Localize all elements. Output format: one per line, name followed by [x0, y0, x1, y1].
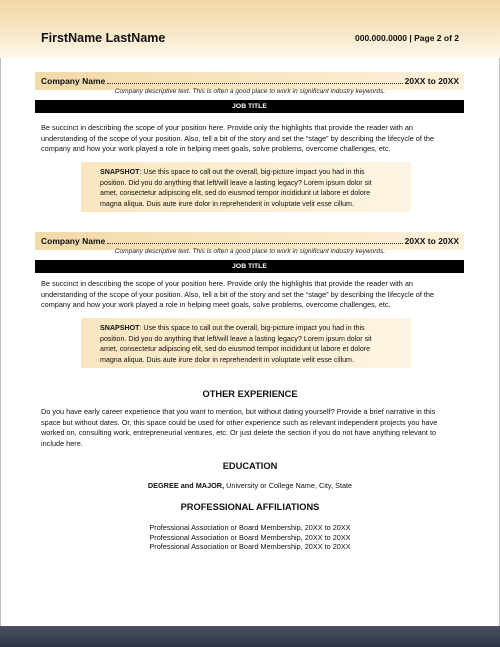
dotted-leader	[107, 83, 402, 84]
school: University or College Name, City, State	[224, 481, 353, 490]
other-experience-line: include here.	[41, 438, 83, 448]
job-1-company-description: Company descriptive text. This is often a good place to work in significant industry keywords.	[114, 88, 386, 95]
job-2-snapshot	[81, 318, 411, 368]
summary-line: Be succinct in describing the scope of your position here. Provide only the highlights that provide the reader with an	[41, 279, 413, 288]
job-2-dates: 20XX to 20XX	[404, 236, 459, 246]
snapshot-line: amet, consectetur adipiscing elit, sed do eiusmod tempor incididunt ut labore et dolore	[100, 189, 371, 197]
job-1-summary	[41, 123, 459, 155]
summary-line: company and how your work played a role in helping meet goals, solve problems, overcome challenges, etc.	[41, 144, 391, 153]
other-experience-line: Do you have early career experience that you want to mention, but without dating yourself? Provide a brief narrative in this	[41, 407, 436, 416]
snapshot-line: position. Did you do anything that left/will leave a lasting legacy? Lorem ipsum dolor sit	[100, 178, 372, 187]
summary-line: Be succinct in describing the scope of your position here. Provide only the highlights that provide the reader with an	[41, 123, 413, 132]
degree: DEGREE and MAJOR,	[147, 481, 225, 490]
job-2-company-line	[41, 234, 459, 246]
affiliations-heading: PROFESSIONAL AFFILIATIONS	[180, 502, 320, 512]
summary-line: understanding of the scope of your position. Also, tell a bit of the story and set the “stage” by describing the lifecycle of the	[41, 133, 435, 143]
job-1-company: Company Name	[41, 76, 106, 86]
snapshot-label: SNAPSHOT	[100, 168, 140, 176]
snapshot-label: SNAPSHOT	[100, 324, 140, 332]
education-heading: EDUCATION	[222, 461, 278, 471]
job-2-title: JOB TITLE	[35, 260, 464, 273]
job-2-company-description: Company descriptive text. This is often a good place to work in significant industry keywords.	[114, 248, 386, 255]
page-header	[0, 0, 500, 58]
page-footer-bar	[0, 626, 500, 647]
other-experience-text	[41, 407, 459, 449]
snapshot-line: magna aliqua. Duis aute irure dolor in reprehenderit in voluptate velit esse cillum.	[100, 199, 354, 208]
job-2-summary	[41, 279, 459, 311]
snapshot-line: magna aliqua. Duis aute irure dolor in reprehenderit in voluptate velit esse cillum.	[100, 355, 354, 364]
candidate-name: FirstName LastName	[41, 31, 166, 45]
job-1-company-line	[41, 74, 459, 86]
job-1-dates: 20XX to 20XX	[404, 76, 459, 86]
other-experience-line: worked on, consulting work, entrepreneurial ventures, etc. Or just delete the section if you do not have anything relevant to	[41, 428, 437, 437]
snapshot-line: : Use this space to call out the overall, big-picture impact you had in this	[139, 324, 365, 332]
job-1-snapshot	[81, 162, 411, 212]
summary-line: company and how your work played a role in helping meet goals, solve problems, overcome challenges, etc.	[41, 300, 391, 309]
job-1-title: JOB TITLE	[35, 100, 464, 113]
affiliations-list	[0, 523, 500, 552]
snapshot-line: amet, consectetur adipiscing elit, sed do eiusmod tempor incididunt ut labore et dolore	[100, 345, 371, 353]
contact-and-page: 000.000.0000 | Page 2 of 2	[355, 33, 459, 43]
affiliation-item: Professional Association or Board Membership, 20XX to 20XX	[149, 532, 351, 542]
dotted-leader	[107, 243, 402, 244]
other-experience-heading: OTHER EXPERIENCE	[202, 389, 298, 399]
affiliation-item: Professional Association or Board Membership, 20XX to 20XX	[149, 542, 351, 551]
affiliation-item: Professional Association or Board Membership, 20XX to 20XX	[149, 523, 351, 532]
job-2-company: Company Name	[41, 236, 106, 246]
snapshot-line: : Use this space to call out the overall, big-picture impact you had in this	[139, 168, 365, 176]
other-experience-line: space but without dates. Or, this space could be used for other experience such as relevant independent projects you have	[41, 417, 438, 427]
summary-line: understanding of the scope of your position. Also, tell a bit of the story and set the “stage” by describing the lifecycle of the	[41, 289, 435, 299]
education-entry	[0, 481, 500, 491]
snapshot-line: position. Did you do anything that left/will leave a lasting legacy? Lorem ipsum dolor sit	[100, 334, 372, 343]
